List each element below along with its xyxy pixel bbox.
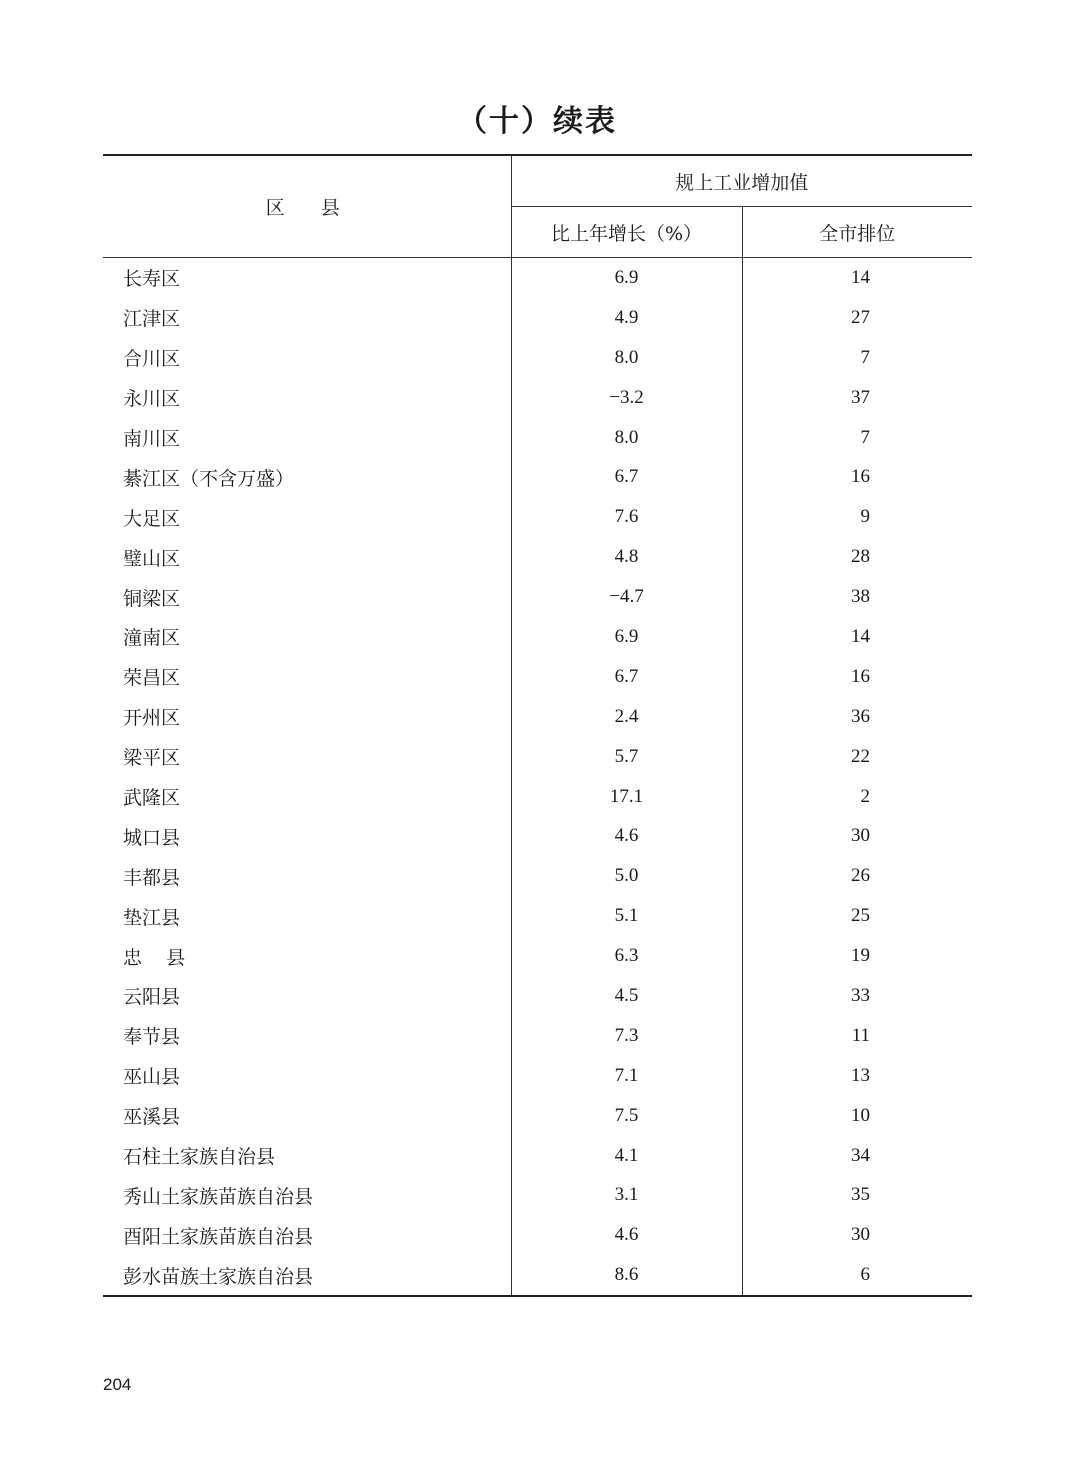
- cell-city-rank: 16: [851, 665, 871, 687]
- cell-city-rank: 2: [860, 785, 871, 807]
- table-row: [103, 737, 972, 777]
- table-row: [103, 418, 972, 458]
- cell-region: 璧山区: [103, 537, 511, 577]
- cell-region: 彭水苗族土家族自治县: [103, 1255, 511, 1296]
- table-row: [103, 457, 972, 497]
- cell-region: 垫江县: [103, 896, 511, 936]
- cell-region: 綦江区（不含万盛）: [103, 457, 511, 497]
- cell-region: 城口县: [103, 816, 511, 856]
- cell-region: 永川区: [103, 378, 511, 418]
- cell-region: 合川区: [103, 338, 511, 378]
- table-row: [103, 657, 972, 697]
- cell-growth-rate: 5.1: [511, 896, 742, 936]
- cell-growth-rate: 7.6: [511, 497, 742, 537]
- cell-growth-rate: −4.7: [511, 577, 742, 617]
- table-row: [103, 577, 972, 617]
- cell-region: 石柱土家族自治县: [103, 1136, 511, 1176]
- cell-growth-rate: 4.9: [511, 298, 742, 338]
- cell-region: 酉阳土家族苗族自治县: [103, 1215, 511, 1255]
- cell-region: 秀山土家族苗族自治县: [103, 1175, 511, 1215]
- table-row: [103, 298, 972, 338]
- cell-growth-rate: 6.9: [511, 617, 742, 657]
- cell-growth-rate: 5.0: [511, 856, 742, 896]
- cell-region: 南川区: [103, 418, 511, 458]
- cell-growth-rate: 17.1: [511, 777, 742, 817]
- cell-region: 巫溪县: [103, 1096, 511, 1136]
- table-body: [103, 258, 972, 1297]
- cell-growth-rate: −3.2: [511, 378, 742, 418]
- cell-growth-rate: 6.3: [511, 936, 742, 976]
- cell-region: 荣昌区: [103, 657, 511, 697]
- header-city-rank: 全市排位: [742, 207, 972, 258]
- cell-city-rank: 34: [851, 1144, 871, 1166]
- table-row: [103, 1175, 972, 1215]
- cell-growth-rate: 7.3: [511, 1016, 742, 1056]
- cell-growth-rate: 7.5: [511, 1096, 742, 1136]
- cell-region: 奉节县: [103, 1016, 511, 1056]
- cell-city-rank: 19: [851, 945, 871, 967]
- header-region: 区 县: [103, 155, 511, 258]
- cell-growth-rate: 4.1: [511, 1136, 742, 1176]
- cell-growth-rate: 6.9: [511, 258, 742, 298]
- table-row: [103, 378, 972, 418]
- table-row: [103, 816, 972, 856]
- table-row: [103, 697, 972, 737]
- table-row: [103, 1136, 972, 1176]
- cell-growth-rate: 8.0: [511, 338, 742, 378]
- table-row: [103, 976, 972, 1016]
- cell-region: 开州区: [103, 697, 511, 737]
- cell-region: 巫山县: [103, 1056, 511, 1096]
- cell-city-rank: 36: [851, 705, 871, 727]
- cell-city-rank: 22: [851, 745, 871, 767]
- table-row: [103, 936, 972, 976]
- cell-city-rank: 14: [851, 266, 871, 288]
- table-row: [103, 617, 972, 657]
- cell-city-rank: 10: [851, 1104, 871, 1126]
- table-row: [103, 1016, 972, 1056]
- cell-region: 武隆区: [103, 777, 511, 817]
- cell-city-rank: 6: [742, 1255, 972, 1296]
- table-row: [103, 258, 972, 298]
- cell-city-rank: 27: [851, 306, 871, 328]
- cell-growth-rate: 6.7: [511, 657, 742, 697]
- header-industrial-value-added: 规上工业增加值: [511, 155, 972, 207]
- cell-city-rank: 30: [851, 1224, 871, 1246]
- cell-city-rank: 7: [860, 346, 871, 368]
- page-number: 204: [103, 1375, 132, 1394]
- cell-city-rank: 11: [851, 1024, 871, 1046]
- header-growth-rate: 比上年增长（%）: [511, 207, 742, 258]
- cell-growth-rate: 4.6: [511, 816, 742, 856]
- cell-growth-rate: 4.6: [511, 1215, 742, 1255]
- cell-city-rank: 37: [851, 386, 871, 408]
- cell-city-rank: 33: [851, 984, 871, 1006]
- cell-city-rank: 38: [851, 586, 871, 608]
- table-row: [103, 777, 972, 817]
- stats-table: [103, 154, 972, 1297]
- cell-region: 忠 县: [103, 936, 511, 976]
- cell-city-rank: 13: [851, 1064, 871, 1086]
- cell-region: 长寿区: [103, 258, 511, 298]
- cell-city-rank: 7: [860, 426, 871, 448]
- table-row: [103, 856, 972, 896]
- cell-growth-rate: 7.1: [511, 1056, 742, 1096]
- cell-city-rank: 25: [851, 905, 871, 927]
- cell-region: 丰都县: [103, 856, 511, 896]
- cell-city-rank: 26: [851, 865, 871, 887]
- table-row: [103, 1215, 972, 1255]
- cell-growth-rate: 8.6: [511, 1255, 742, 1296]
- table-row: [103, 338, 972, 378]
- cell-growth-rate: 2.4: [511, 697, 742, 737]
- cell-growth-rate: 6.7: [511, 457, 742, 497]
- cell-region: 云阳县: [103, 976, 511, 1016]
- table-row: [103, 497, 972, 537]
- cell-region: 潼南区: [103, 617, 511, 657]
- cell-growth-rate: 4.5: [511, 976, 742, 1016]
- cell-city-rank: 35: [851, 1184, 871, 1206]
- cell-growth-rate: 8.0: [511, 418, 742, 458]
- table-row: [103, 1255, 972, 1296]
- cell-region: 梁平区: [103, 737, 511, 777]
- cell-city-rank: 30: [851, 825, 871, 847]
- cell-region: 铜梁区: [103, 577, 511, 617]
- cell-region: 江津区: [103, 298, 511, 338]
- table-row: [103, 1056, 972, 1096]
- cell-growth-rate: 3.1: [511, 1175, 742, 1215]
- cell-city-rank: 16: [851, 466, 871, 488]
- cell-city-rank: 9: [860, 506, 871, 528]
- page-title: （十）续表: [457, 104, 617, 139]
- table-row: [103, 1096, 972, 1136]
- cell-region: 大足区: [103, 497, 511, 537]
- cell-growth-rate: 5.7: [511, 737, 742, 777]
- cell-growth-rate: 4.8: [511, 537, 742, 577]
- table-row: [103, 896, 972, 936]
- table-header: [103, 155, 972, 258]
- table-row: [103, 537, 972, 577]
- cell-city-rank: 14: [851, 625, 871, 647]
- cell-city-rank: 28: [851, 546, 871, 568]
